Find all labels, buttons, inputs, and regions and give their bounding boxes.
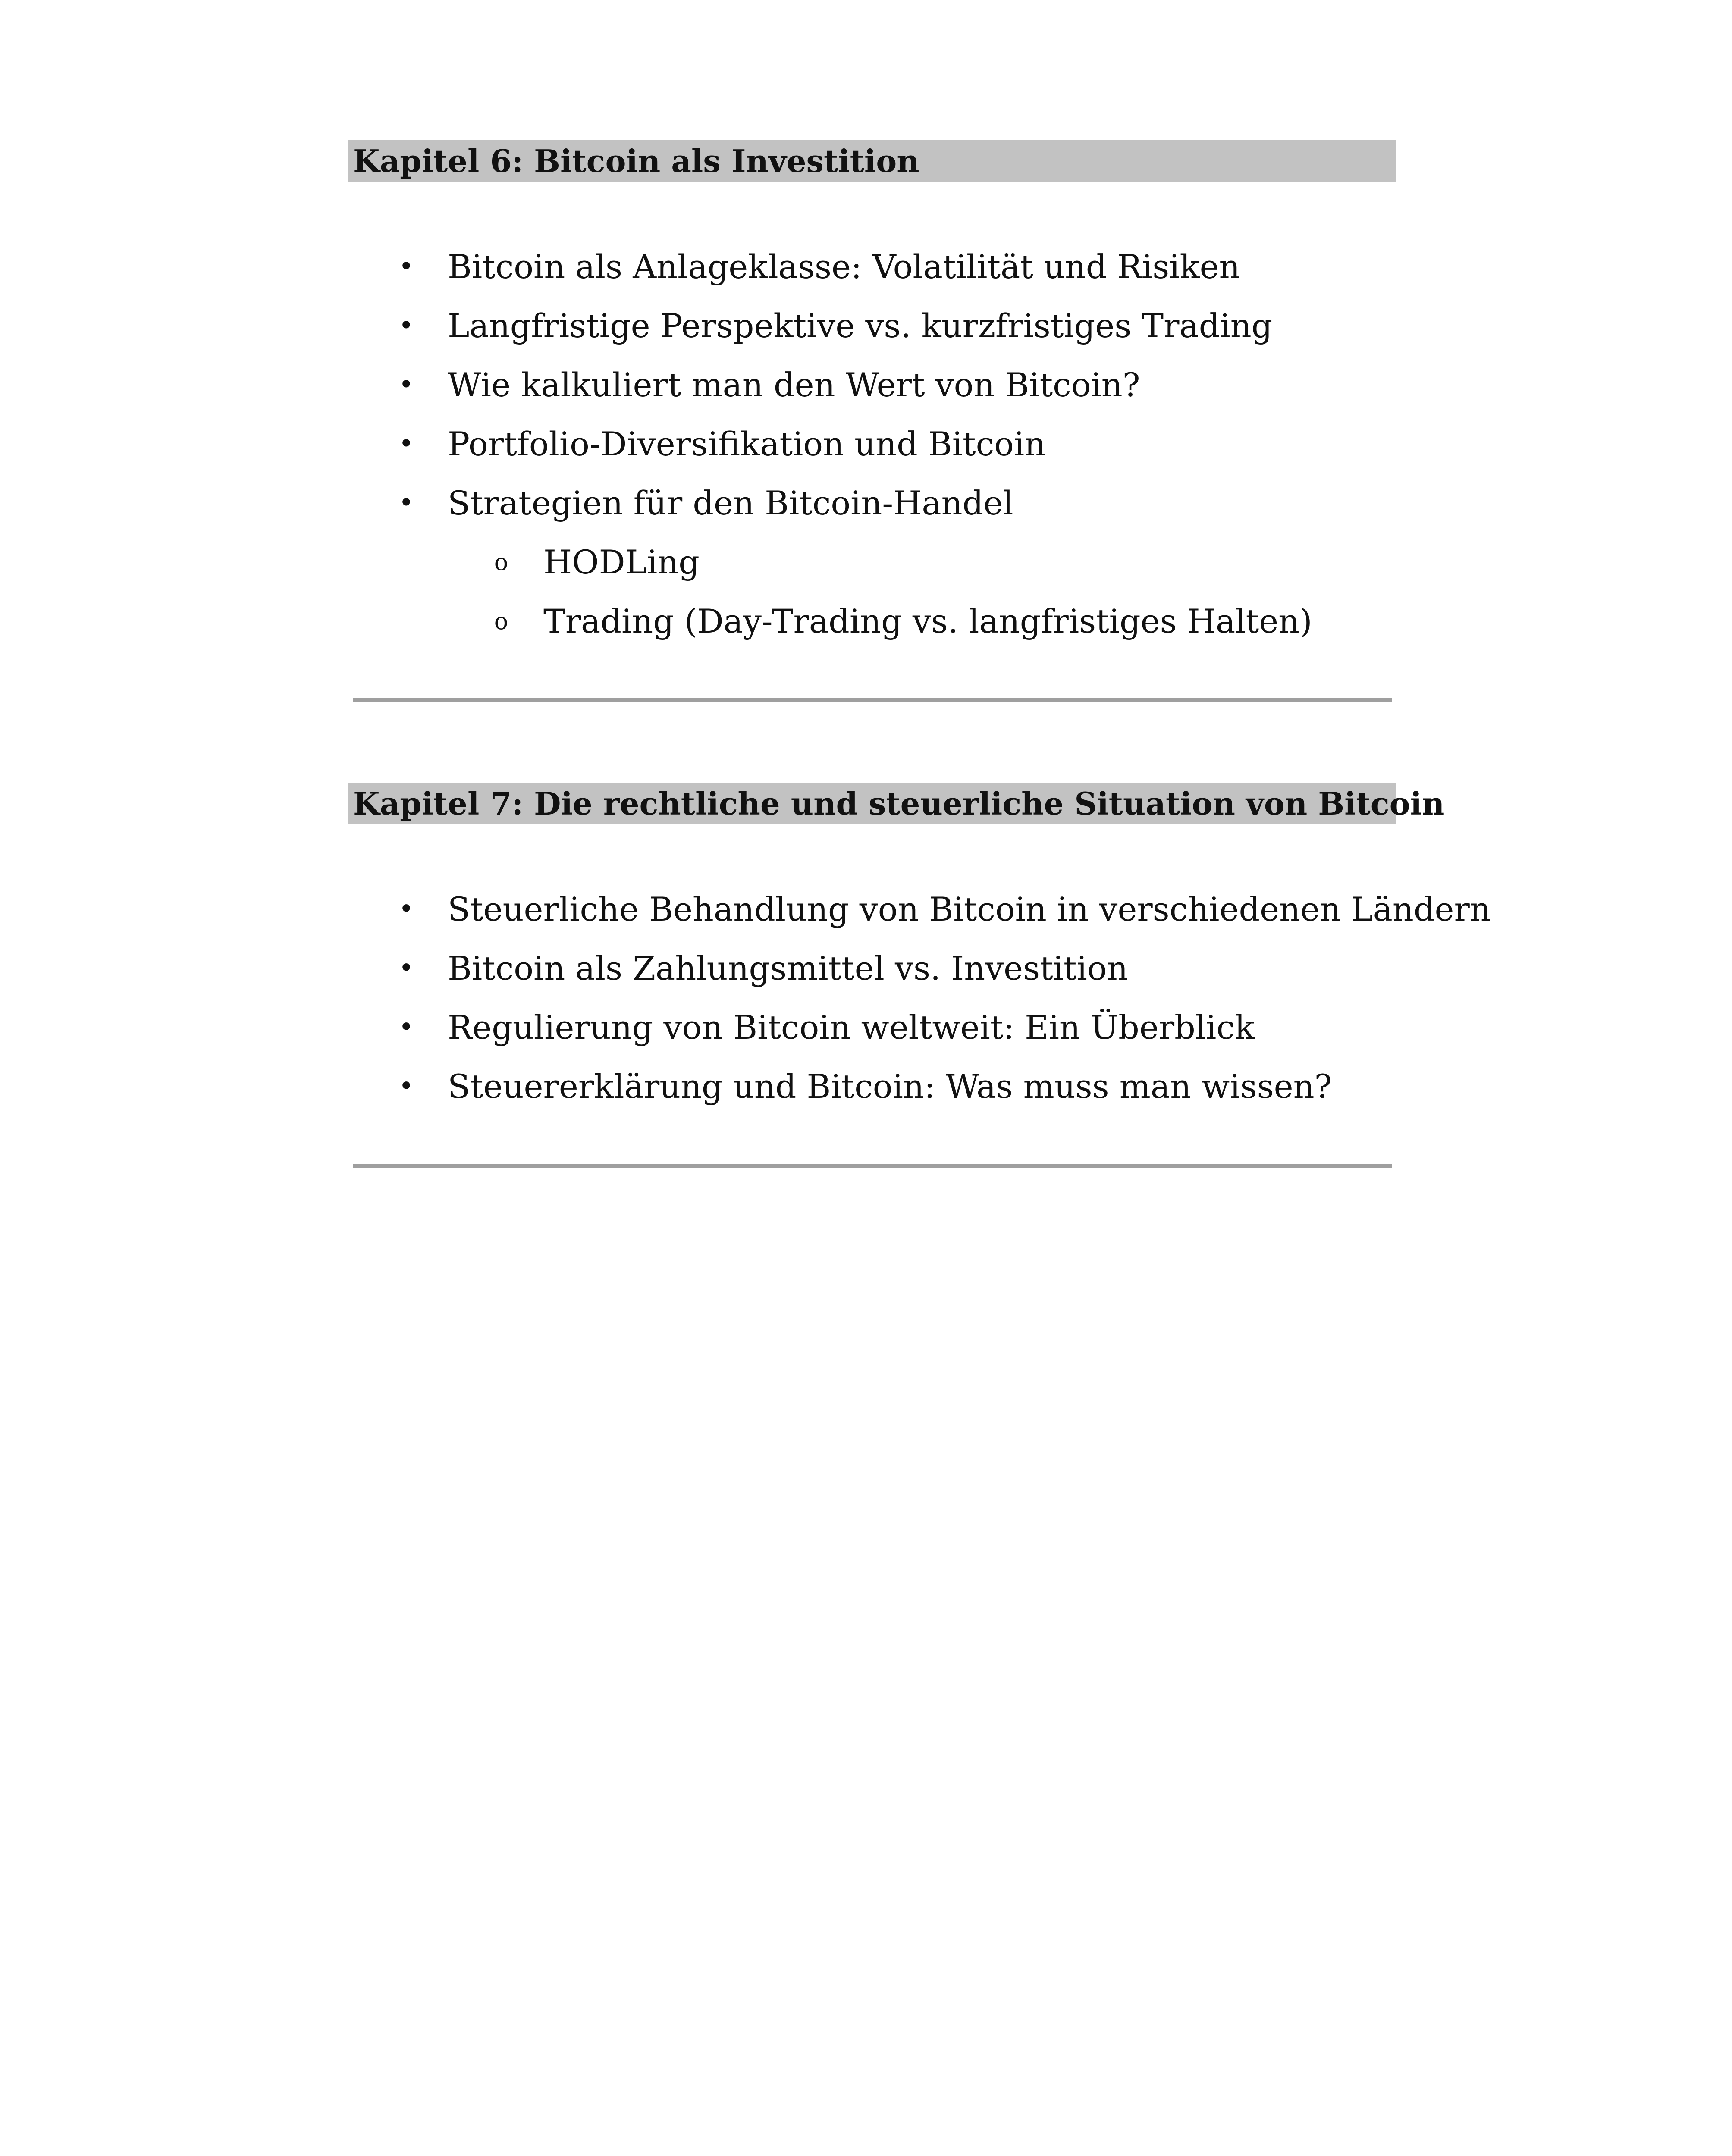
- list-item-text: Bitcoin als Zahlungsmittel vs. Investition: [448, 949, 1128, 987]
- circle-bullet-icon: o: [494, 608, 508, 635]
- chapter-7-heading: Kapitel 7: Die rechtliche und steuerliche Situation von Bitcoin: [348, 783, 1396, 824]
- chapter-6-heading: Kapitel 6: Bitcoin als Investition: [348, 140, 1396, 182]
- list-item-text: Steuerliche Behandlung von Bitcoin in verschiedenen Ländern: [448, 890, 1491, 928]
- bullet-icon: •: [398, 310, 414, 341]
- sub-list-item-text: HODLing: [543, 543, 700, 581]
- list-item-text: Strategien für den Bitcoin-Handel: [448, 484, 1013, 522]
- list-item-text: Steuererklärung und Bitcoin: Was muss man wissen?: [448, 1067, 1332, 1106]
- bullet-icon: •: [398, 1071, 414, 1101]
- bullet-icon: •: [398, 1012, 414, 1042]
- bullet-icon: •: [398, 894, 414, 924]
- bullet-icon: •: [398, 370, 414, 400]
- list-item-text: Bitcoin als Anlageklasse: Volatilität und Risiken: [448, 248, 1240, 286]
- bullet-icon: •: [398, 488, 414, 518]
- bullet-icon: •: [398, 953, 414, 983]
- bullet-icon: •: [398, 429, 414, 459]
- section-divider: [353, 1164, 1392, 1168]
- list-item-text: Langfristige Perspektive vs. kurzfristiges Trading: [448, 307, 1273, 345]
- sub-list-item-text: Trading (Day-Trading vs. langfristiges Halten): [543, 602, 1312, 640]
- list-item-text: Wie kalkuliert man den Wert von Bitcoin?: [448, 366, 1140, 404]
- circle-bullet-icon: o: [494, 548, 508, 576]
- section-divider: [353, 698, 1392, 702]
- list-item-text: Regulierung von Bitcoin weltweit: Ein Überblick: [448, 1008, 1255, 1047]
- list-item-text: Portfolio-Diversifikation und Bitcoin: [448, 425, 1046, 463]
- bullet-icon: •: [398, 251, 414, 282]
